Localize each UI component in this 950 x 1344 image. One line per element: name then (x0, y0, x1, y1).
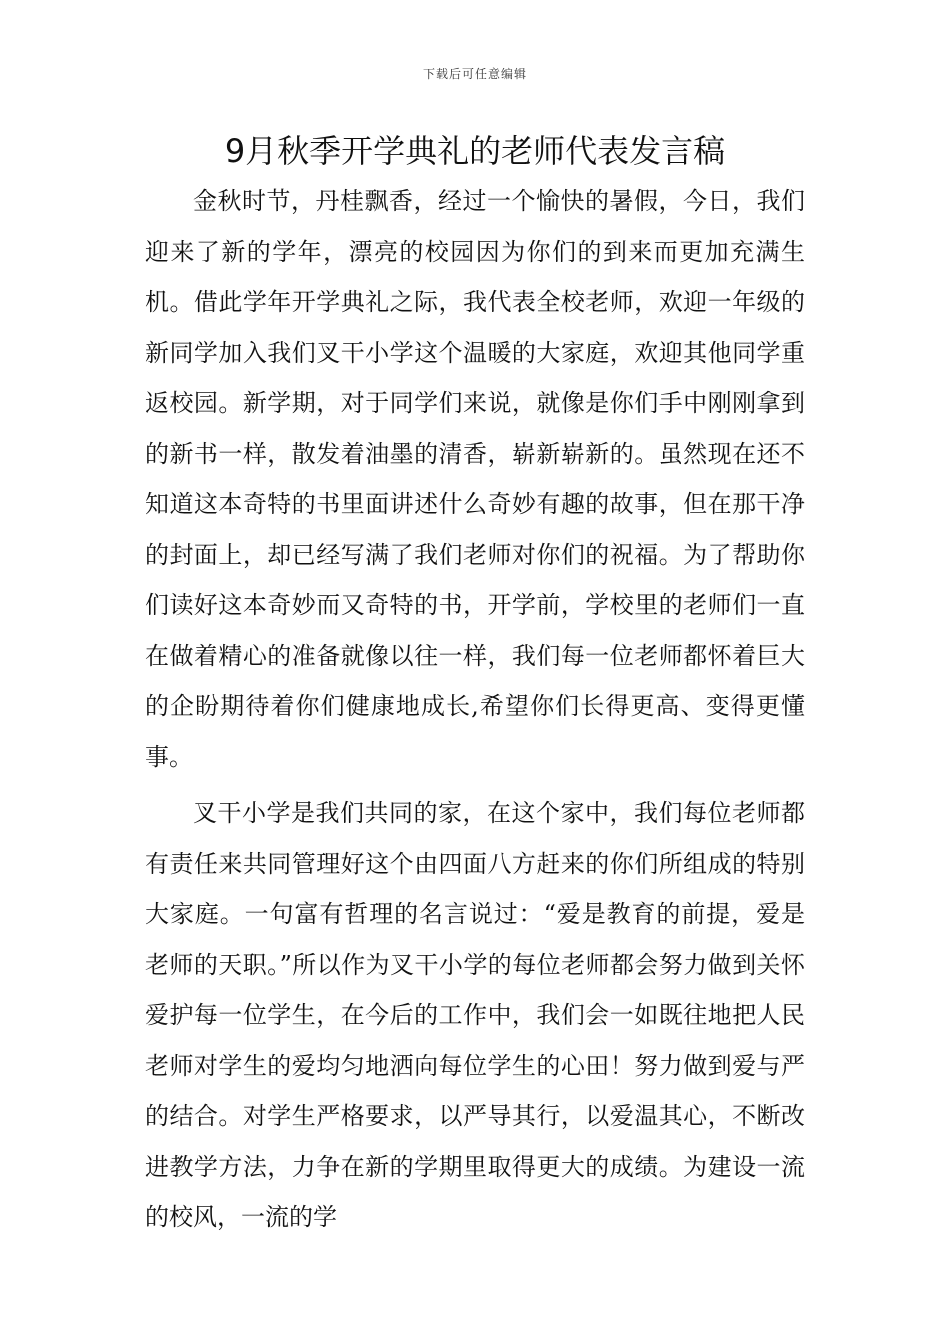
paragraph-2: 叉干小学是我们共同的家，在这个家中，我们每位老师都有责任来共同管理好这个由四面八方赶来的你们所组成的特别大家庭。一句富有哲理的名言说过：“爱是教育的前提，爱是老师的天职。”所以作为叉干小学的每位老师都会努力做到关怀爱护每一位学生，在今后的工作中，我们会一如既往地把人民老师对学生的爱均匀地洒向每位学生的心田！努力做到爱与严的结合。对学生严格要求，以严导其行，以爱温其心，不断改进教学方法，力争在新的学期里取得更大的成绩。为建设一流的校风，一流的学 (145, 799, 805, 1231)
document-title: 9月秋季开学典礼的老师代表发言稿 (224, 132, 726, 170)
paragraph-1: 金秋时节，丹桂飘香，经过一个愉快的暑假，今日，我们迎来了新的学年，漂亮的校园因为你们的到来而更加充满生机。借此学年开学典礼之际，我代表全校老师，欢迎一年级的新同学加入我们叉干小学这个温暖的大家庭，欢迎其他同学重返校园。新学期，对于同学们来说，就像是你们手中刚刚拿到的新书一样，散发着油墨的清香，崭新崭新的。虽然现在还不知道这本奇特的书里面讲述什么奇妙有趣的故事，但在那干净的封面上，却已经写满了我们老师对你们的祝福。为了帮助你们读好这本奇妙而又奇特的书，开学前，学校里的老师们一直在做着精心的准备就像以往一样，我们每一位老师都怀着巨大的企盼期待着你们健康地成长,希望你们长得更高、变得更懂事。 (145, 187, 805, 771)
header-note: 下载后可任意编辑 (422, 67, 527, 81)
document-body (145, 176, 805, 1243)
